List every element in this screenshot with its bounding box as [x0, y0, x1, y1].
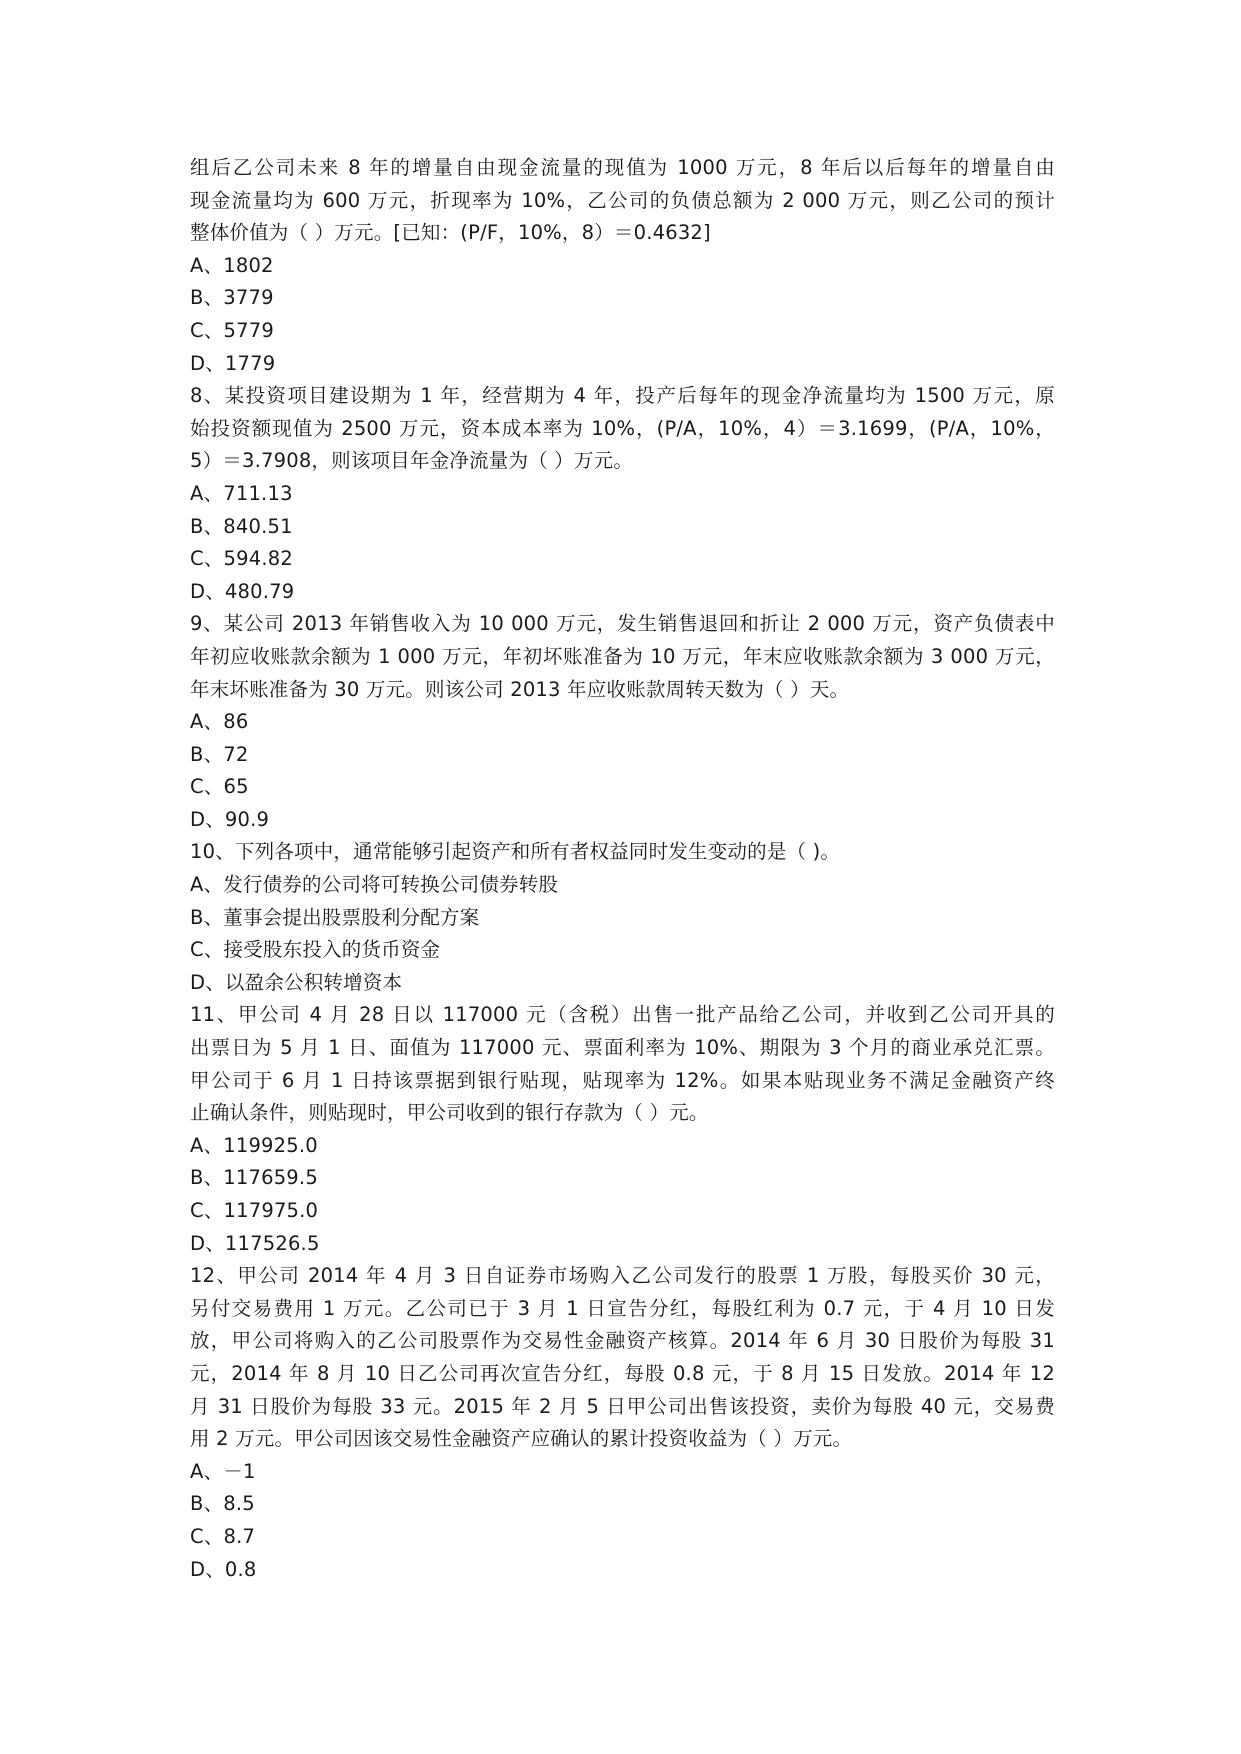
- answer-option: B、117659.5: [190, 1166, 318, 1190]
- answer-option: C、接受股东投入的货币资金: [190, 938, 441, 962]
- answer-option: B、840.51: [190, 514, 293, 538]
- answer-option: D、0.8: [190, 1557, 257, 1581]
- question-block: [190, 380, 1055, 608]
- answer-option: D、117526.5: [190, 1231, 320, 1255]
- question-block: [190, 999, 1055, 1260]
- question-stem-line: 10、下列各项中，通常能够引起资产和所有者权益同时发生变动的是（ )。: [190, 840, 841, 864]
- question-stem-line: 月 31 日股价为每股 33 元。2015 年 2 月 5 日甲公司出售该投资，卖价为每股 40 元，交易费: [190, 1394, 1055, 1418]
- answer-option: A、发行债券的公司将可转换公司债券转股: [190, 873, 559, 897]
- question-stem-line: 组后乙公司未来 8 年的增量自由现金流量的现值为 1000 万元，8 年后以后每年的增量自由: [190, 156, 1055, 179]
- answer-option: C、5779: [190, 318, 274, 342]
- answer-option: B、72: [190, 742, 249, 766]
- answer-option: C、65: [190, 775, 249, 799]
- question-stem-line: 11、甲公司 4 月 28 日以 117000 元（含税）出售一批产品给乙公司，并收到乙公司开具的: [190, 1003, 1055, 1027]
- question-stem-line: 年末坏账准备为 30 万元。则该公司 2013 年应收账款周转天数为（ ）天。: [190, 677, 850, 701]
- document-page: [190, 152, 1055, 1586]
- question-block: [190, 1260, 1055, 1586]
- question-block: [190, 152, 1055, 380]
- question-block: [190, 836, 1055, 999]
- answer-option: B、董事会提出股票股利分配方案: [190, 905, 480, 929]
- question-stem-line: 始投资额现值为 2500 万元，资本成本率为 10%，(P/A，10%，4）＝3.1699，(P/A，10%，: [190, 416, 1055, 440]
- answer-option: D、90.9: [190, 807, 270, 831]
- answer-option: A、711.13: [190, 481, 293, 505]
- answer-option: B、3779: [190, 286, 274, 310]
- answer-option: C、117975.0: [190, 1199, 319, 1222]
- question-stem-line: 整体价值为（ ）万元。[已知：(P/F，10%，8）＝0.4632]: [190, 221, 711, 245]
- question-stem-line: 年初应收账款余额为 1 000 万元，年初坏账准备为 10 万元，年末应收账款余额为 3 000 万元，: [190, 644, 1055, 668]
- question-stem-line: 现金流量均为 600 万元，折现率为 10%，乙公司的负债总额为 2 000 万元，则乙公司的预计: [190, 188, 1055, 212]
- answer-option: D、1779: [190, 351, 276, 375]
- question-stem-line: 5）＝3.7908，则该项目年金净流量为（ ）万元。: [190, 449, 634, 473]
- answer-option: C、594.82: [190, 547, 293, 571]
- question-stem-line: 止确认条件，则贴现时，甲公司收到的银行存款为（ ）元。: [190, 1101, 709, 1125]
- question-stem-line: 另付交易费用 1 万元。乙公司已于 3 月 1 日宣告分红，每股红利为 0.7 元，于 4 月 10 日发: [190, 1296, 1055, 1320]
- answer-option: C、8.7: [190, 1524, 256, 1548]
- answer-option: A、86: [190, 710, 249, 734]
- answer-option: A、－1: [190, 1459, 256, 1483]
- question-stem-line: 9、某公司 2013 年销售收入为 10 000 万元，发生销售退回和折让 2 000 万元，资产负债表中: [190, 612, 1055, 636]
- question-block: [190, 608, 1055, 836]
- answer-option: A、119925.0: [190, 1133, 318, 1157]
- question-stem-line: 12、甲公司 2014 年 4 月 3 日自证券市场购入乙公司发行的股票 1 万股，每股买价 30 元，: [190, 1264, 1055, 1288]
- question-stem-line: 出票日为 5 月 1 日、面值为 117000 元、票面利率为 10%、期限为 3 个月的商业承兑汇票。: [190, 1036, 1055, 1060]
- question-stem-line: 元，2014 年 8 月 10 日乙公司再次宣告分红，每股 0.8 元，于 8 月 15 日发放。2014 年 12: [190, 1361, 1055, 1385]
- question-stem-line: 甲公司于 6 月 1 日持该票据到银行贴现，贴现率为 12%。如果本贴现业务不满足金融资产终: [190, 1068, 1055, 1092]
- question-stem-line: 放，甲公司将购入的乙公司股票作为交易性金融资产核算。2014 年 6 月 30 日股价为每股 31: [190, 1329, 1055, 1353]
- answer-option: D、480.79: [190, 579, 295, 603]
- question-stem-line: 用 2 万元。甲公司因该交易性金融资产应确认的累计投资收益为（ ）万元。: [190, 1427, 853, 1451]
- answer-option: B、8.5: [190, 1492, 255, 1516]
- answer-option: D、以盈余公积转增资本: [190, 970, 403, 994]
- question-stem-line: 8、某投资项目建设期为 1 年，经营期为 4 年，投产后每年的现金净流量均为 1500 万元，原: [190, 384, 1055, 408]
- answer-option: A、1802: [190, 253, 274, 277]
